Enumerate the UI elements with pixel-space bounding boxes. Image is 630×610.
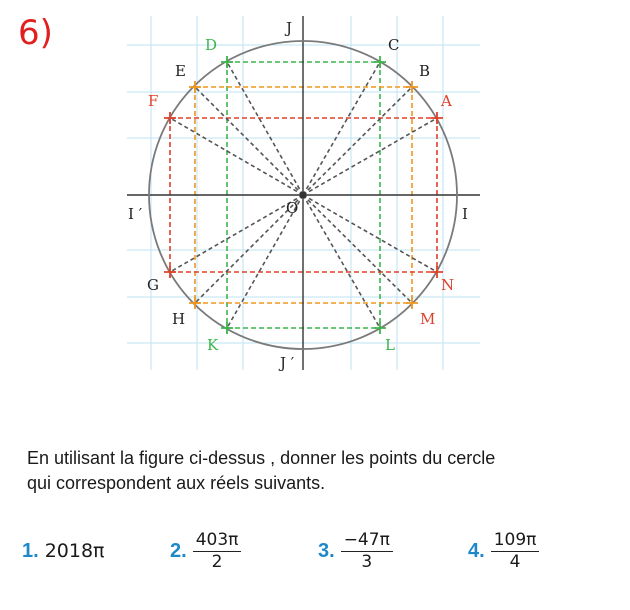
fraction-numerator: 109π [491,530,540,552]
point-label-H: H [172,310,186,328]
point-label-F: F [148,92,159,110]
instruction-text [27,446,607,496]
axis-label-O: O [286,199,299,217]
item-number: 4. [468,539,485,562]
point-label-N: N [441,276,455,294]
marker-H [189,297,201,309]
exercise-list [22,526,622,576]
point-label-C: C [388,36,400,54]
origin-point [300,192,307,199]
point-label-L: L [385,336,395,354]
fraction-denominator: 4 [509,551,521,572]
point-label-K: K [207,336,219,354]
axis-label-J: J [286,19,293,37]
exercise-item-1 [22,526,104,576]
marker-F [164,112,176,124]
marker-E [189,81,201,93]
marker-L [374,322,386,334]
point-label-G: G [147,276,159,294]
fraction-denominator: 2 [211,551,223,572]
exercise-item-4 [468,526,539,576]
item-expression: 2018π [44,540,105,562]
item-number: 3. [318,539,335,562]
point-label-D: D [205,36,218,54]
point-label-A: A [441,92,452,110]
instruction-line-2: qui correspondent aux réels suivants. [27,473,326,493]
exercise-number: 6) [18,13,53,53]
axis-label-J-prime: J ′ [280,354,295,372]
item-number: 1. [22,539,39,562]
point-label-M: M [420,310,436,328]
ray-to-D [227,62,303,195]
marker-G [164,266,176,278]
instruction-line-1: En utilisant la figure ci-dessus , donner les points du cercle [27,448,496,468]
fraction-numerator: 403π [193,530,242,552]
fraction-denominator: 3 [361,551,373,572]
item-number: 2. [170,539,187,562]
marker-C [374,56,386,68]
point-label-B: B [419,62,431,80]
fraction [193,530,242,573]
exercise-item-3 [318,526,393,576]
axis-label-I-prime: I ′ [128,205,143,223]
fraction-numerator: −47π [341,530,393,552]
ray-to-L [303,195,380,328]
fraction [341,530,393,573]
point-label-E: E [175,62,186,80]
fraction [491,530,540,573]
axis-label-I: I [462,205,468,223]
ray-to-C [303,62,380,195]
exercise-item-2 [170,526,241,576]
